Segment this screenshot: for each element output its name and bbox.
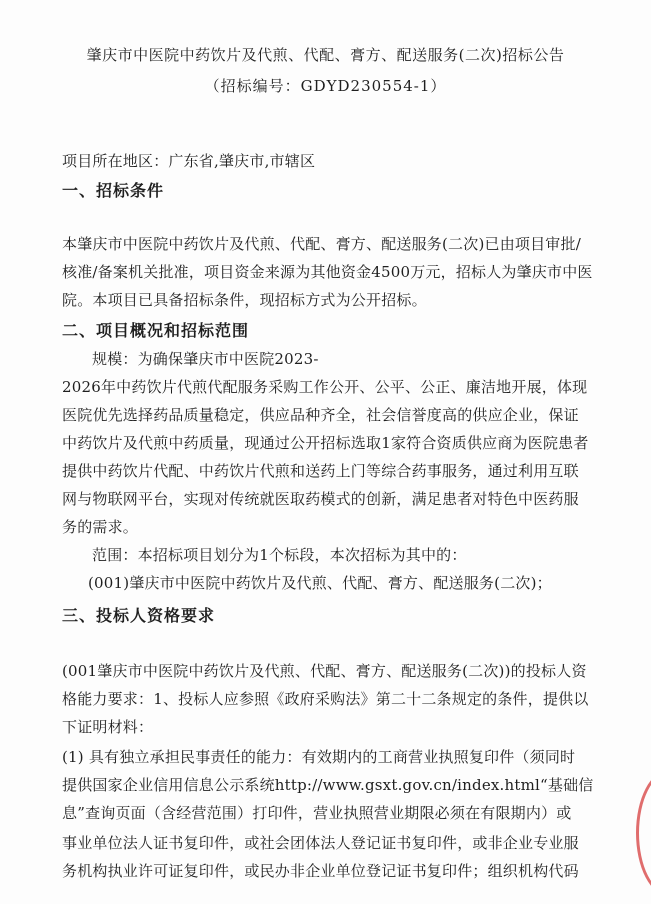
paragraph-line: 提供中药饮片代配、中药饮片代煎和送药上门等综合药事服务，通过利用互联 [62,462,579,480]
paragraph-line: 院。本项目已具备招标条件，现招标方式为公开招标。 [62,291,427,309]
paragraph-line: 范围：本招标项目划分为1个标段，本次招标为其中的： [92,546,467,564]
paragraph-line: 本肇庆市中医院中药饮片及代煎、代配、膏方、配送服务(二次)已由项目审批/ [62,235,581,253]
paragraph-line: (001)肇庆市中医院中药饮片及代煎、代配、膏方、配送服务(二次)； [88,574,552,592]
paragraph-line: 医院优先选择药品质量稳定，供应品种齐全，社会信誉度高的供应企业，保证 [62,406,579,424]
paragraph-line: 下证明材料： [62,718,154,736]
paragraph-line: 务机构执业许可证复印件，或民办非企业单位登记证书复印件；组织机构代码 [62,862,579,880]
section-heading: 三、投标人资格要求 [62,606,216,625]
paragraph-line: 事业单位法人证书复印件，或社会团体法人登记证书复印件，或非企业专业服 [62,834,579,852]
paragraph-line: (001肇庆市中医院中药饮片及代煎、代配、膏方、配送服务(二次))的投标人资 [62,662,587,680]
document-title: 肇庆市中医院中药饮片及代煎、代配、膏方、配送服务(二次)招标公告 [86,46,565,64]
paragraph-line: 2026年中药饮片代煎代配服务采购工作公开、公平、公正、廉洁地开展，体现 [62,378,588,396]
paragraph-line: 格能力要求：1、投标人应参照《政府采购法》第二十二条规定的条件，提供以 [62,690,589,708]
paragraph-line: 务的需求。 [62,518,139,536]
paragraph-line: 提供国家企业信用信息公示系统http://www.gsxt.gov.cn/index.html“基础信 [62,776,594,794]
paragraph-line: (1) 具有独立承担民事责任的能力：有效期内的工商营业执照复印件（须同时 [62,748,576,766]
paragraph-line: 中药饮片及代煎中药质量，现通过公开招标选取1家符合资质供应商为医院患者 [62,434,589,452]
red-seal-stamp [636,770,651,896]
paragraph-line: 规模：为确保肇庆市中医院2023- [92,350,319,368]
region-line: 项目所在地区：广东省,肇庆市,市辖区 [62,152,316,170]
section-heading: 二、项目概况和招标范围 [62,321,250,340]
tender-number: （招标编号：GDYD230554-1） [204,77,447,95]
paragraph-line: 网与物联网平台，实现对传统就医取药模式的创新，满足患者对特色中医药服 [62,490,579,508]
paragraph-line: 息”查询页面（含经营范围）打印件，营业执照营业期限必须在有限期内）或 [62,804,572,822]
paragraph-line: 核准/备案机关批准，项目资金来源为其他资金4500万元，招标人为肇庆市中医 [62,263,593,281]
section-heading: 一、招标条件 [62,181,165,200]
